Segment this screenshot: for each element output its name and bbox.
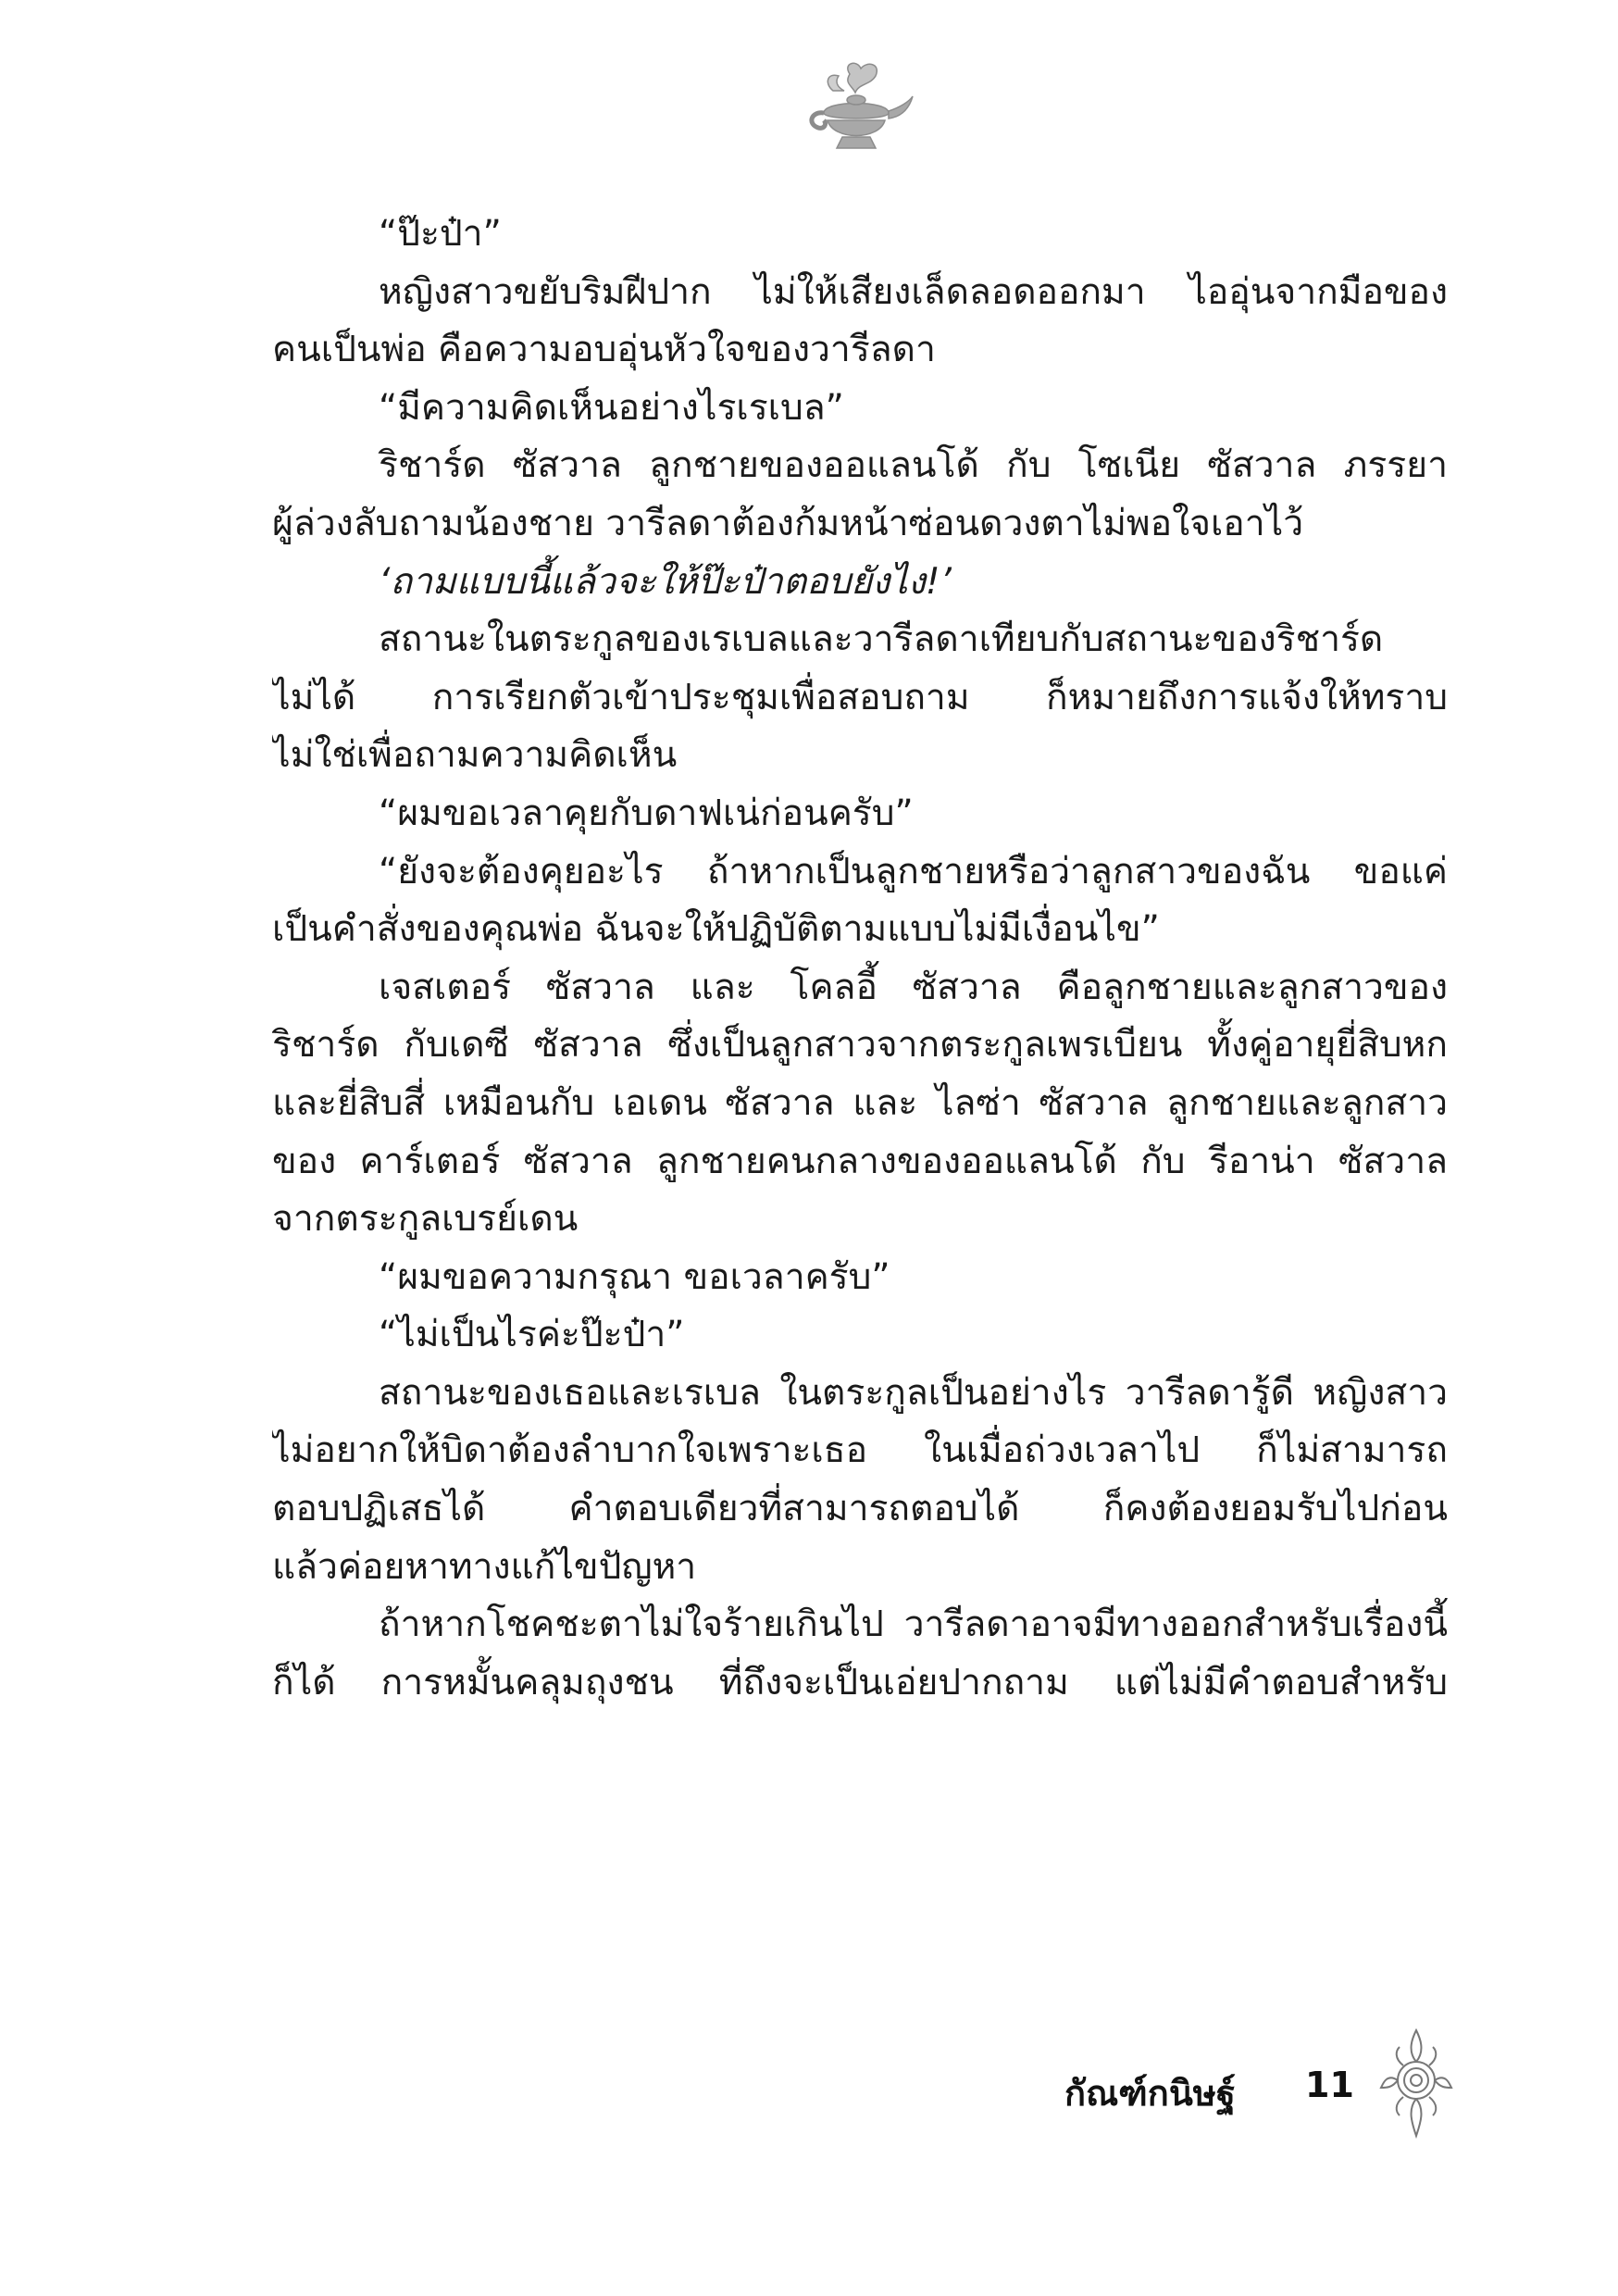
text-line: แล้วค่อยหาทางแก้ไขปัญหา <box>272 1545 697 1588</box>
flower-ornament-icon <box>1379 2023 1453 2143</box>
text-line: สถานะในตระกูลของเรเบลและวารีลดาเทียบกับสถานะของริชาร์ด <box>379 618 1384 661</box>
text-line: “ยังจะต้องคุยอะไร ถ้าหากเป็นลูกชายหรือว่าลูกสาวของฉัน ขอแค่ <box>379 850 1448 892</box>
text-line: หญิงสาวขยับริมฝีปาก ไม่ให้เสียงเล็ดลอดออกมา ไออุ่นจากมือของ <box>379 270 1448 313</box>
text-line: ก็ได้ การหมั้นคลุมถุงชน ที่ถึงจะเป็นเอ่ยปากถาม แต่ไม่มีคำตอบสำหรับ <box>272 1661 1448 1703</box>
text-line: “ป๊ะป๋า” <box>379 213 502 255</box>
text-line: ริชาร์ด กับเดซี ซัสวาล ซึ่งเป็นลูกสาวจากตระกูลเพรเบียน ทั้งคู่อายุยี่สิบหก <box>272 1024 1448 1067</box>
text-line: ของ คาร์เตอร์ ซัสวาล ลูกชายคนกลางของออแลนโด้ กับ รีอาน่า ซัสวาล <box>272 1140 1448 1182</box>
text-line: ถ้าหากโชคชะตาไม่ใจร้ายเกินไป วารีลดาอาจมีทางออกสำหรับเรื่องนี้ <box>379 1603 1448 1646</box>
text-line: “ไม่เป็นไรค่ะป๊ะป๋า” <box>379 1314 685 1356</box>
magic-lamp-icon <box>796 56 916 167</box>
text-line: “ผมขอความกรุณา ขอเวลาครับ” <box>379 1255 890 1298</box>
text-line: “มีความคิดเห็นอย่างไรเรเบล” <box>379 386 844 429</box>
text-line: เจสเตอร์ ซัสวาล และ โคลอี้ ซัสวาล คือลูกชายและลูกสาวของ <box>379 966 1448 1008</box>
text-line: ‘ถามแบบนี้แล้วจะให้ป๊ะป๋าตอบยังไง!’ <box>379 560 952 603</box>
text-line: ไม่อยากให้บิดาต้องลำบากใจเพราะเธอ ในเมื่อถ่วงเวลาไป ก็ไม่สามารถ <box>272 1429 1448 1472</box>
text-line: สถานะของเธอและเรเบล ในตระกูลเป็นอย่างไร วารีลดารู้ดี หญิงสาว <box>379 1371 1448 1414</box>
text-line: ไม่ใช่เพื่อถามความคิดเห็น <box>272 734 678 777</box>
text-line: “ผมขอเวลาคุยกับดาฟเน่ก่อนครับ” <box>379 792 914 834</box>
text-line: ไม่ได้ การเรียกตัวเข้าประชุมเพื่อสอบถาม ก็หมายถึงการแจ้งให้ทราบ <box>272 676 1448 718</box>
text-line: จากตระกูลเบรย์เดน <box>272 1198 579 1241</box>
text-line: ผู้ล่วงลับถามน้องชาย วารีลดาต้องก้มหน้าซ่อนดวงตาไม่พอใจเอาไว้ <box>272 502 1304 544</box>
body-text <box>272 206 1448 1712</box>
text-line: ริชาร์ด ซัสวาล ลูกชายของออแลนโด้ กับ โซเนีย ซัสวาล ภรรยา <box>379 444 1448 487</box>
page-number: 11 <box>1305 2065 1354 2105</box>
text-line: และยี่สิบสี่ เหมือนกับ เอเดน ซัสวาล และ ไลซ่า ซัสวาล ลูกชายและลูกสาว <box>272 1081 1448 1124</box>
text-line: เป็นคำสั่งของคุณพ่อ ฉันจะให้ปฏิบัติตามแบบไม่มีเงื่อนไข” <box>272 908 1160 951</box>
text-line: คนเป็นพ่อ คือความอบอุ่นหัวใจของวารีลดา <box>272 329 936 371</box>
book-title: กัณฑ์กนิษฐ์ <box>1064 2073 1236 2114</box>
text-line: ตอบปฏิเสธได้ คำตอบเดียวที่สามารถตอบได้ ก็คงต้องยอมรับไปก่อน <box>272 1488 1448 1530</box>
